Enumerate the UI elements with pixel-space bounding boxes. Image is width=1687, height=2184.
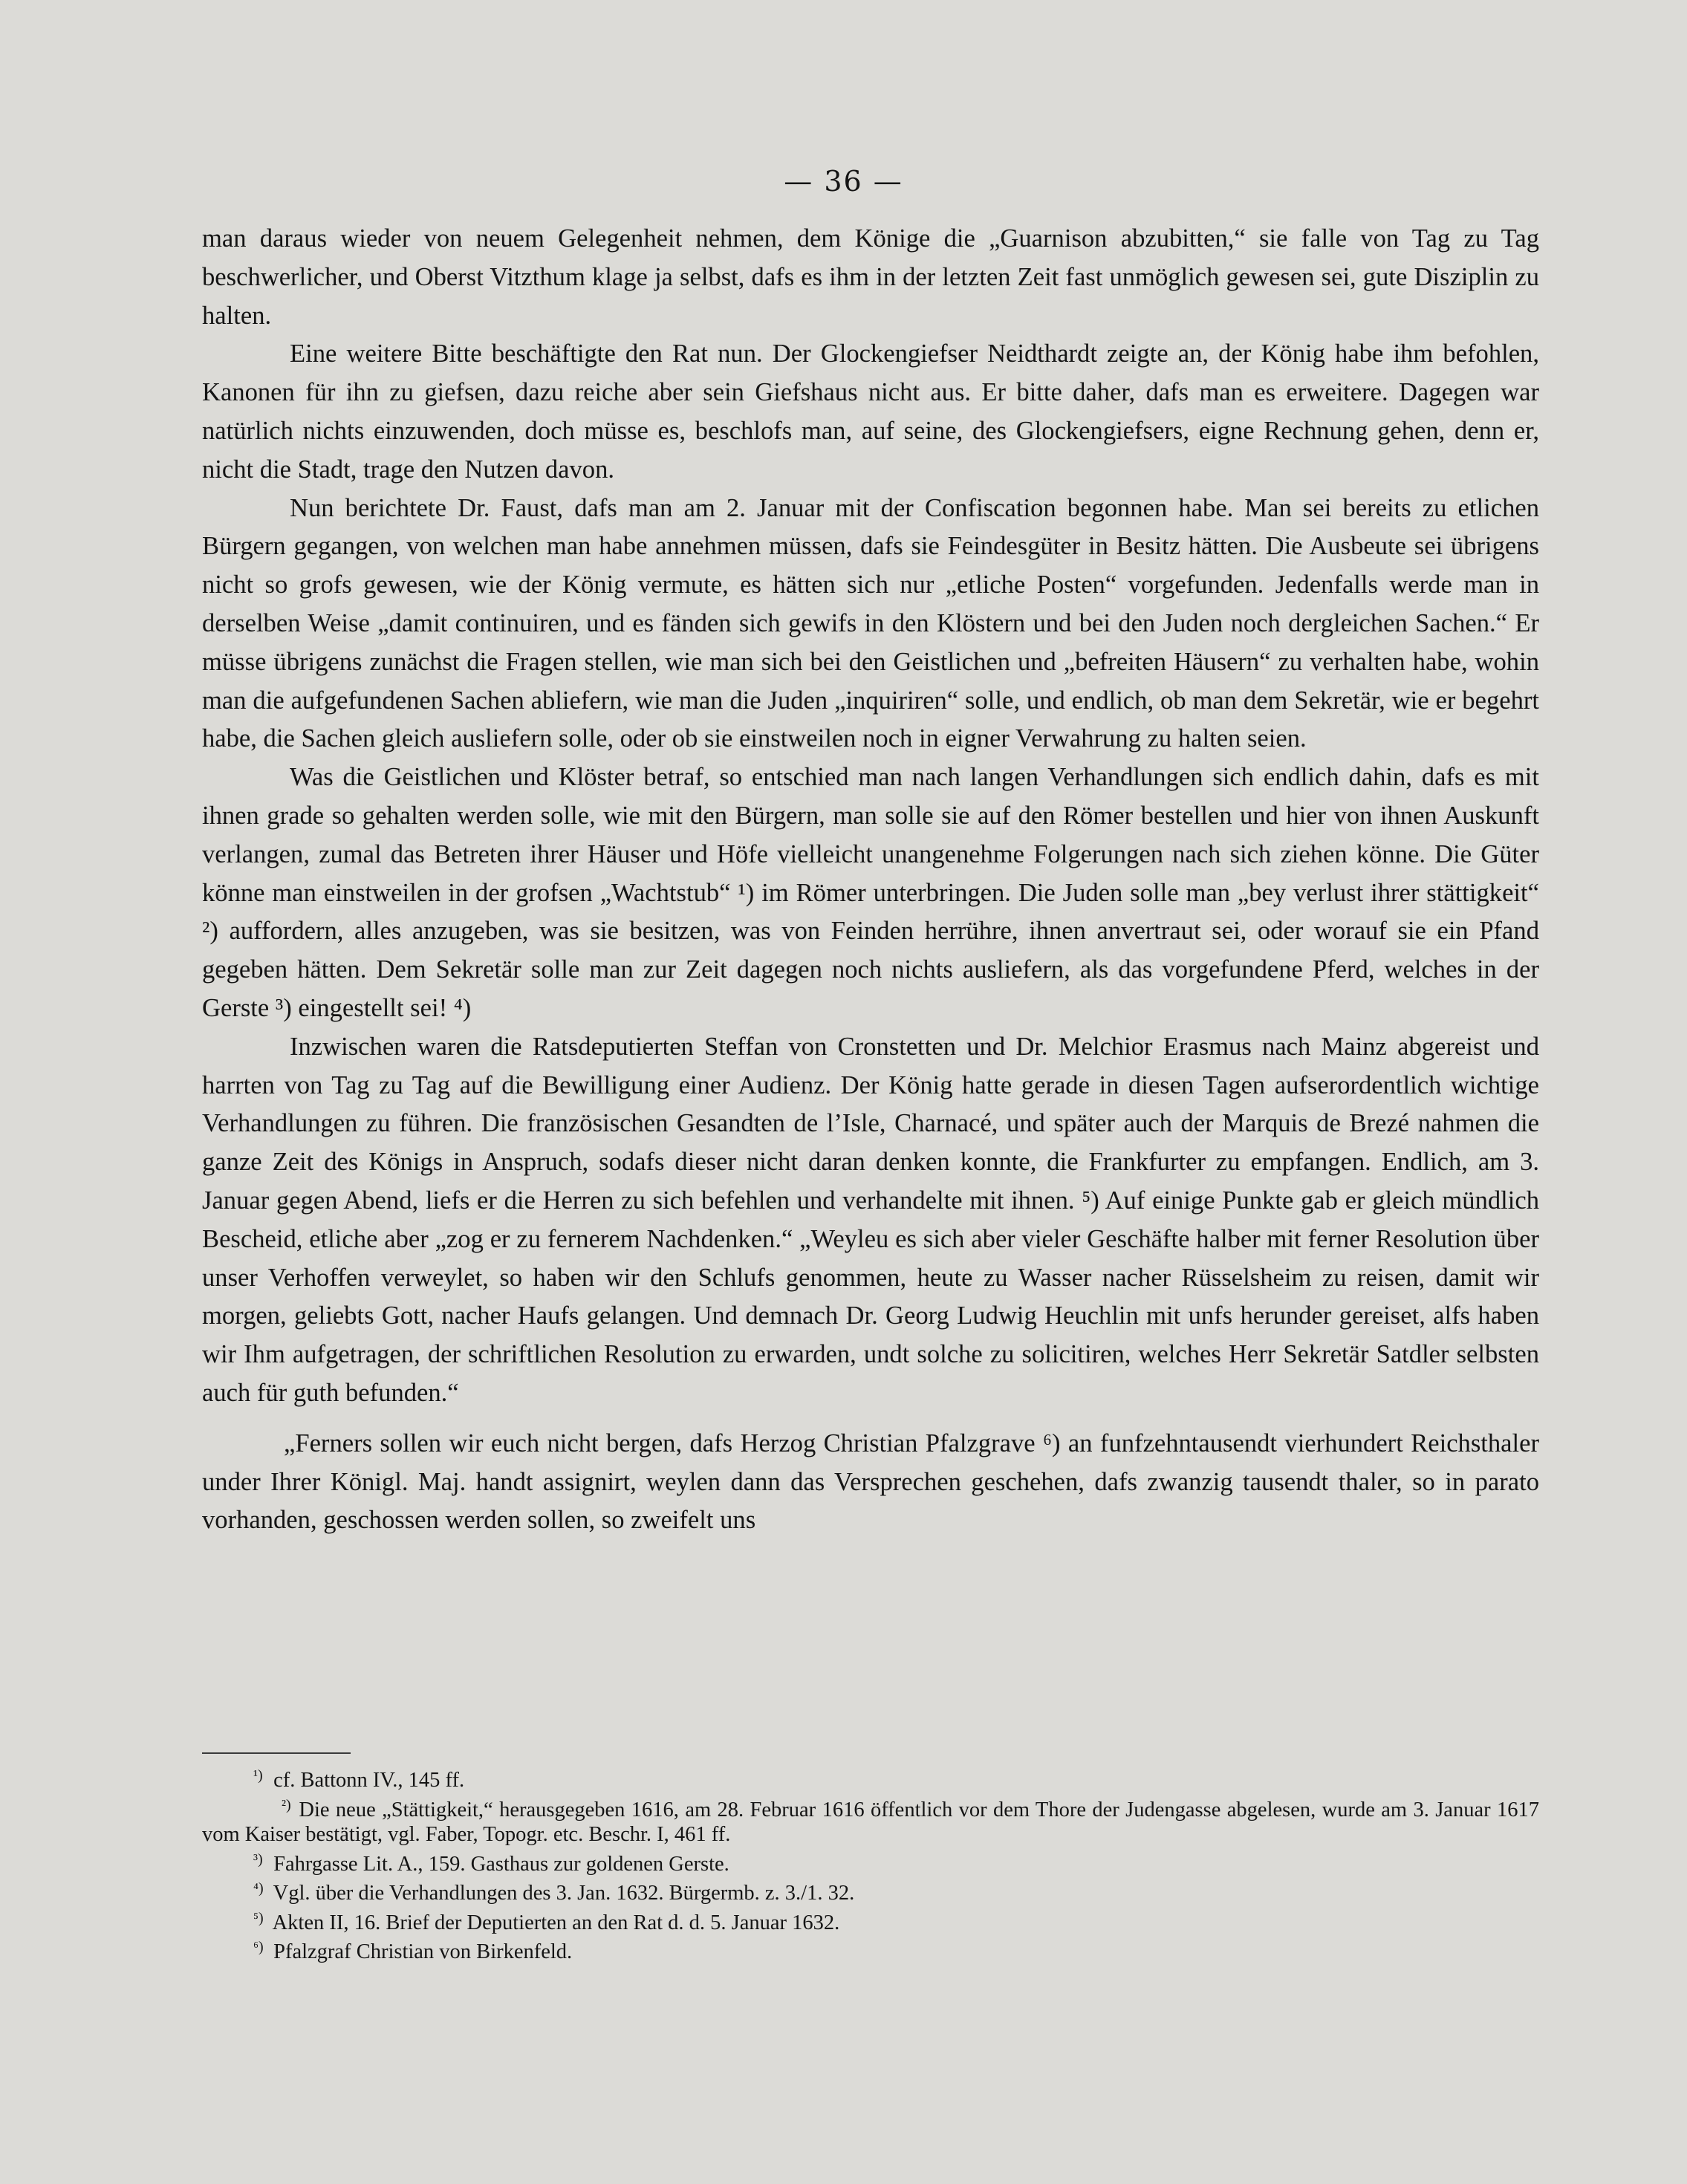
paragraph: Eine weitere Bitte beschäftigte den Rat nun. Der Glockengiefser Neidthardt zeigte an, der König habe ihm befohlen, Kanonen für ihn zu giefsen, dazu reiche aber sein Giefshaus nicht aus. Er bitte daher, dafs man es erweitere. Dagegen war natürlich nichts einzuwenden, doch müsse es, beschlofs man, auf seine, des Glockengiefsers, eigne Rechnung gehen, denn er, nicht die Stadt, trage den Nutzen davon. [202, 339, 1539, 484]
footnote-text: cf. Battonn IV., 145 ff. [273, 1769, 465, 1792]
footnote: ⁶) Pfalzgraf Christian von Birkenfeld. [253, 1939, 573, 1963]
footnote-text: Vgl. über die Verhandlungen des 3. Jan. 1632. Bürgermb. z. 3./1. 32. [273, 1882, 855, 1905]
footnote-text: Akten II, 16. Brief der Deputierten an den Rat d. d. 5. Januar 1632. [272, 1911, 840, 1934]
footnote: ³) Fahrgasse Lit. A., 159. Gasthaus zur goldenen Gerste. [253, 1850, 729, 1876]
footnotes [202, 1764, 1539, 1965]
footnote-text: Pfalzgraf Christian von Birkenfeld. [273, 1940, 573, 1963]
footnote-text: Fahrgasse Lit. A., 159. Gasthaus zur goldenen Gerste. [273, 1852, 729, 1876]
paragraph: „Ferners sollen wir euch nicht bergen, dafs Herzog Christian Pfalzgrave ⁶) an funfzehntausendt vierhundert Reichsthaler under Ihrer Königl. Maj. handt assignirt, weylen dann das Versprechen geschehen, dafs zwanzig tausendt thaler, so in parato vorhanden, geschossen werden sollen, so zweifelt uns [202, 1429, 1539, 1535]
page-number: — 36 — [784, 165, 903, 198]
paragraph: Nun berichtete Dr. Faust, dafs man am 2. Januar mit der Confiscation begonnen habe. Man sei bereits zu etlichen Bürgern gegangen, von welchen man habe annehmen müssen, dafs sie Feindesgüter in Besitz hätten. Die Ausbeute sei übrigens nicht so grofs gewesen, wie der König vermute, es hätten sich nur „etliche Posten“ vorgefunden. Jedenfalls werde man in derselben Weise „damit continuiren, und es fänden sich gewifs in den Klöstern und bei den Juden noch dergleichen Sachen.“ Er müsse übrigens zunächst die Fragen stellen, wie man sich bei den Geistlichen und „befreiten Häusern“ zu verhalten habe, wohin man die aufgefundenen Sachen abliefern, wie man die Juden „inquiriren“ solle, und endlich, ob man dem Sekretär, wie er begehrt habe, die Sachen gleich ausliefern solle, oder ob sie einstweilen noch in eigner Verwahrung zu halten seien. [202, 493, 1539, 753]
paragraph: Inzwischen waren die Ratsdeputierten Steffan von Cronstetten und Dr. Melchior Erasmus nach Mainz abgereist und harrten von Tag zu Tag auf die Bewilligung einer Audienz. Der König hatte gerade in diesen Tagen aufserordentlich wichtige Verhandlungen zu führen. Die französischen Gesandten de l’Isle, Charnacé, und später auch der Marquis de Brezé nahmen die ganze Zeit des Königs in Anspruch, sodafs dieser nicht daran denken konnte, die Frankfurter zu empfangen. Endlich, am 3. Januar gegen Abend, liefs er die Herren zu sich befehlen und verhandelte mit ihnen. ⁵) Auf einige Punkte gab er gleich mündlich Bescheid, etliche aber „zog er zu fernerem Nachdenken.“ „Weyleu es sich aber vieler Geschäfte halber mit ferner Resolution über unser Verhoffen verweylet, so haben wir den Schlufs genommen, heute zu Wasser nacher Rüsselsheim zu reisen, damit wir morgen, geliebts Gott, nacher Haufs gelangen. Und demnach Dr. Georg Ludwig Heuchlin mit unfs herunder gereiset, alfs haben wir Ihm aufgetragen, der schriftlichen Resolution zu erwarden, undt solche zu solicitiren, welches Herr Sekretär Satdler selbsten auch für guth befunden.“ [202, 1032, 1539, 1407]
footnote: ⁴) Vgl. über die Verhandlungen des 3. Jan. 1632. Bürgermb. z. 3./1. 32. [253, 1880, 855, 1905]
footnote: ²) Die neue „Stättigkeit,“ herausgegeben 1616, am 28. Februar 1616 öffentlich vor dem Thore der Judengasse abgelesen, wurde am 3. Januar 1617 vom Kaiser bestätigt, vgl. Faber, Topogr. etc. Beschr. I, 461 ff. [202, 1796, 1539, 1846]
footnote: ⁵) Akten II, 16. Brief der Deputierten an den Rat d. d. 5. Januar 1632. [253, 1909, 840, 1934]
body-text [202, 220, 1539, 1540]
footnote-text: Die neue „Stättigkeit,“ herausgegeben 1616, am 28. Februar 1616 öffentlich vor dem Thore der Judengasse abgelesen, wurde am 3. Januar 1617 vom Kaiser bestätigt, vgl. Faber, Topogr. etc. Beschr. I, 461 ff. [202, 1798, 1539, 1846]
paragraph: man daraus wieder von neuem Gelegenheit nehmen, dem Könige die „Guarnison abzubitten,“ sie falle von Tag zu Tag beschwerlicher, und Oberst Vitzthum klage ja selbst, dafs es ihm in der letzten Zeit fast unmöglich gewesen sei, gute Disziplin zu halten. [202, 224, 1539, 330]
paragraph: Was die Geistlichen und Klöster betraf, so entschied man nach langen Verhandlungen sich endlich dahin, dafs es mit ihnen grade so gehalten werden solle, wie mit den Bürgern, man solle sie auf den Römer bestellen und hier von ihnen Auskunft verlangen, zumal das Betreten ihrer Häuser und Höfe vielleicht unangenehme Folgerungen nach sich ziehen könne. Die Güter könne man einstweilen in der grofsen „Wachtstub“ ¹) im Römer unterbringen. Die Juden solle man „bey verlust ihrer stättigkeit“ ²) auffordern, alles anzugeben, was sie besitzen, was von Feinden herrühre, ihnen anvertraut sei, oder worauf sie ein Pfand gegeben hätten. Dem Sekretär solle man zur Zeit dagegen noch nichts ausliefern, als das vorgefundene Pferd, welches in der Gerste ³) eingestellt sei! ⁴) [202, 763, 1539, 1022]
footnote-divider [202, 1752, 351, 1754]
footnote: ¹) cf. Battonn IV., 145 ff. [253, 1767, 465, 1792]
